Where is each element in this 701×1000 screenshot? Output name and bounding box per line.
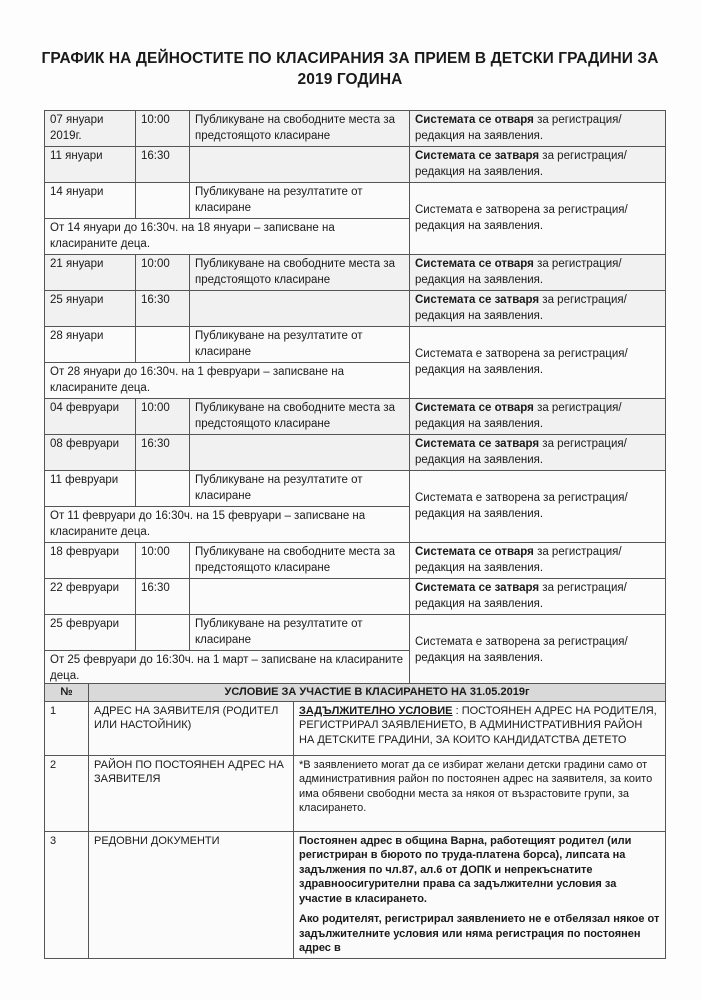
status-suffix: за регистрация/редакция на заявления. — [415, 438, 627, 466]
conditions-table — [44, 683, 666, 959]
condition-text — [294, 701, 666, 755]
date-cell: 08 февруари — [45, 435, 136, 471]
table-row — [45, 291, 666, 327]
mandatory-label: ЗАДЪЛЖИТЕЛНО УСЛОВИЕ — [299, 704, 453, 717]
activity-cell: Публикуване на свободните места за предстоящото класиране — [190, 111, 410, 147]
condition-name: РЕДОВНИ ДОКУМЕНТИ — [89, 831, 294, 958]
row-number: 1 — [45, 701, 89, 755]
activity-cell: Публикуване на резултатите от класиране — [190, 327, 410, 363]
row-number: 2 — [45, 755, 89, 831]
enrollment-cell: От 25 февруари до 16:30ч. на 1 март – записване на класираните деца. — [45, 651, 410, 687]
time-cell — [136, 327, 190, 363]
status-suffix: за регистрация/редакция на заявления. — [415, 582, 627, 610]
time-cell: 10:00 — [136, 399, 190, 435]
status-cell — [410, 399, 666, 435]
table-row — [45, 147, 666, 183]
table-row — [45, 183, 666, 219]
table-row — [45, 755, 666, 831]
activity-cell: Публикуване на свободните места за предстоящото класиране — [190, 543, 410, 579]
date-cell: 25 януари — [45, 291, 136, 327]
activity-cell: Публикуване на резултатите от класиране — [190, 471, 410, 507]
table-row — [45, 543, 666, 579]
status-suffix: за регистрация/редакция на заявления. — [415, 546, 622, 574]
status-cell: Системата е затворена за регистрация/редакция на заявления. — [410, 471, 666, 543]
status-cell — [410, 579, 666, 615]
status-cell — [410, 291, 666, 327]
enrollment-cell: От 11 февруари до 16:30ч. на 15 февруари – записване на класираните деца. — [45, 507, 410, 543]
time-cell: 16:30 — [136, 147, 190, 183]
activity-cell: Публикуване на резултатите от класиране — [190, 615, 410, 651]
status-suffix: за регистрация/редакция на заявления. — [415, 150, 627, 178]
status-bold: Системата се отваря — [415, 402, 534, 414]
date-cell: 18 февруари — [45, 543, 136, 579]
table-row — [45, 615, 666, 651]
condition-text — [294, 831, 666, 958]
date-cell: 07 януари 2019г. — [45, 111, 136, 147]
table-row — [45, 831, 666, 958]
date-cell: 22 февруари — [45, 579, 136, 615]
date-cell: 21 януари — [45, 255, 136, 291]
enrollment-cell: От 14 януари до 16:30ч. на 18 януари – записване на класираните деца. — [45, 219, 410, 255]
status-bold: Системата се отваря — [415, 258, 534, 270]
row-number: 3 — [45, 831, 89, 958]
status-bold: Системата се отваря — [415, 114, 534, 126]
activity-cell — [190, 579, 410, 615]
schedule-table — [44, 110, 666, 726]
date-cell: 14 януари — [45, 183, 136, 219]
table-row — [45, 399, 666, 435]
status-cell — [410, 435, 666, 471]
time-cell — [136, 183, 190, 219]
status-cell: Системата е затворена за регистрация/редакция на заявления. — [410, 615, 666, 687]
activity-cell — [190, 291, 410, 327]
date-cell: 28 януари — [45, 327, 136, 363]
status-bold: Системата се отваря — [415, 546, 534, 558]
status-cell: Системата е затворена за регистрация/редакция на заявления. — [410, 183, 666, 255]
time-cell: 10:00 — [136, 255, 190, 291]
condition-name: РАЙОН ПО ПОСТОЯНЕН АДРЕС НА ЗАЯВИТЕЛЯ — [89, 755, 294, 831]
time-cell — [136, 615, 190, 651]
condition-text: *В заявлението могат да се избират желани детски градини само от административния район по постоянен адрес на заявителя, за които има обявени свободни места за някоя от възрастовите групи, за класирането. — [294, 755, 666, 831]
enrollment-cell: От 28 януари до 16:30ч. на 1 февруари – записване на класираните деца. — [45, 363, 410, 399]
date-cell: 04 февруари — [45, 399, 136, 435]
title-line-2: 2019 ГОДИНА — [297, 71, 403, 88]
activity-cell: Публикуване на свободните места за предстоящото класиране — [190, 255, 410, 291]
date-cell: 11 февруари — [45, 471, 136, 507]
time-cell: 16:30 — [136, 291, 190, 327]
column-header-no: № — [45, 684, 89, 702]
table-row — [45, 435, 666, 471]
activity-cell — [190, 435, 410, 471]
status-suffix: за регистрация/редакция на заявления. — [415, 258, 622, 286]
status-bold: Системата се затваря — [415, 582, 540, 594]
status-cell: Системата е затворена за регистрация/редакция на заявления. — [410, 327, 666, 399]
status-bold: Системата се затваря — [415, 438, 540, 450]
date-cell: 11 януари — [45, 147, 136, 183]
time-cell: 16:30 — [136, 435, 190, 471]
status-cell — [410, 255, 666, 291]
table-row — [45, 327, 666, 363]
document-title — [40, 48, 660, 90]
time-cell: 10:00 — [136, 111, 190, 147]
table-row — [45, 701, 666, 755]
time-cell: 16:30 — [136, 579, 190, 615]
activity-cell: Публикуване на свободните места за предстоящото класиране — [190, 399, 410, 435]
activity-cell — [190, 147, 410, 183]
status-bold: Системата се затваря — [415, 294, 540, 306]
time-cell: 10:00 — [136, 543, 190, 579]
date-cell: 25 февруари — [45, 615, 136, 651]
status-cell — [410, 111, 666, 147]
column-header-condition: УСЛОВИЕ ЗА УЧАСТИЕ В КЛАСИРАНЕТО НА 31.05.2019г — [89, 684, 666, 702]
title-line-1: ГРАФИК НА ДЕЙНОСТИТЕ ПО КЛАСИРАНИЯ ЗА ПРИЕМ В ДЕТСКИ ГРАДИНИ ЗА — [41, 50, 659, 67]
status-cell — [410, 543, 666, 579]
condition-name: АДРЕС НА ЗАЯВИТЕЛЯ (РОДИТЕЛ ИЛИ НАСТОЙНИК) — [89, 701, 294, 755]
status-cell — [410, 147, 666, 183]
time-cell — [136, 471, 190, 507]
status-suffix: за регистрация/редакция на заявления. — [415, 402, 622, 430]
table-row — [45, 471, 666, 507]
condition-desc: : ПОСТОЯНЕН АДРЕС НА РОДИТЕЛЯ, РЕГИСТРИРАЛ ЗАЯВЛЕНИЕТО, В АДМИНИСТРАТИВНИЯ РАЙОН НА ДЕТСКИТЕ ГРАДИНИ, ЗА КОИТО КАНДИДАТСТВА ДЕТЕТО — [299, 704, 657, 746]
status-suffix: за регистрация/редакция на заявления. — [415, 114, 622, 142]
table-row — [45, 111, 666, 147]
table-row — [45, 579, 666, 615]
header-row — [45, 684, 666, 702]
condition-desc: Постоянен адрес в община Варна, работещият родител (или регистриран в бюрото по труда-платена борса), липсата на задължения по чл.87, ал.6 от ДОПК и непрекъснатите здравноосигурителни права са задължителни условия за участие в класирането. — [299, 834, 632, 905]
activity-cell: Публикуване на резултатите от класиране — [190, 183, 410, 219]
status-bold: Системата се затваря — [415, 150, 540, 162]
condition-desc-2: Ако родителят, регистрирал заявлението не е отбелязал някое от задължителните условия или няма регистрация по постоянен адрес в — [299, 913, 660, 954]
status-suffix: за регистрация/редакция на заявления. — [415, 294, 627, 322]
table-row — [45, 255, 666, 291]
